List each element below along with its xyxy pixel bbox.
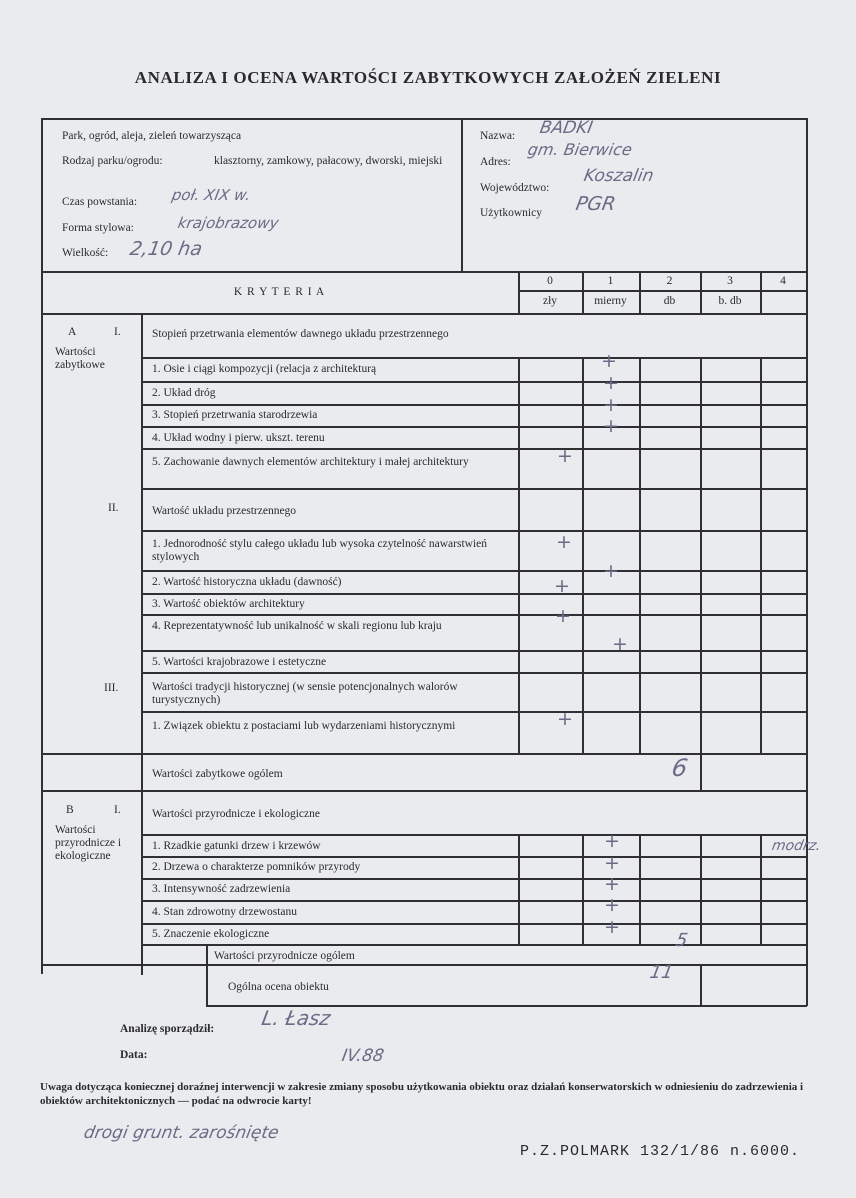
criteria-top-line [41, 271, 807, 273]
row-line [141, 711, 807, 713]
a2-item-5: 5. Wartości krajobrazowe i estetyczne [152, 656, 327, 668]
b-side-note: modrz. [770, 838, 823, 854]
section-a-roman-3: III. [104, 682, 119, 694]
b1-item-3: 3. Intensywność zadrzewienia [152, 883, 291, 895]
a2-item-4: 4. Reprezentatywność lub unikalność w skali regionu lub kraju [152, 620, 442, 632]
prepared-value: L. Łasz [259, 1006, 333, 1030]
a2-heading: Wartość układu przestrzennego [152, 505, 297, 517]
score-4: 4 [780, 275, 786, 287]
criteria-bottom-line [41, 313, 807, 315]
nazwa-value: BADKI [538, 118, 595, 138]
mark-b1-2: + [604, 852, 620, 874]
a3-item-1: 1. Związek obiektu z postaciami lub wydarzeniami historycznymi [152, 720, 456, 732]
overall-value: 11 [648, 962, 675, 983]
a-total-label: Wartości zabytkowe ogólem [152, 768, 283, 780]
a1-item-1: 1. Osie i ciągi kompozycji (relacja z architekturą [152, 363, 377, 375]
mark-a2-4: + [555, 605, 571, 627]
section-a-roman-1: I. [114, 326, 121, 338]
b1-item-4: 4. Stan zdrowotny drzewostanu [152, 906, 297, 918]
date-label: Data: [120, 1049, 148, 1061]
row-line [141, 650, 807, 652]
col-line-0 [518, 271, 520, 314]
overall-label: Ogólna ocena obiektu [228, 981, 329, 993]
czas-value: poł. XIX w. [170, 186, 252, 204]
grid-col-3 [700, 357, 702, 753]
forma-label: Forma stylowa: [62, 222, 134, 234]
row-line [141, 944, 807, 946]
row-line [141, 856, 807, 858]
grid-col [639, 834, 641, 944]
mark-a3-1: + [557, 708, 573, 730]
section-a-group: Wartości zabytkowe [55, 346, 105, 371]
b1-item-5: 5. Znaczenie ekologiczne [152, 928, 270, 940]
row-line [141, 426, 807, 428]
row-line [41, 964, 807, 966]
a1-heading: Stopień przetrwania elementów dawnego układu przestrzennego [152, 328, 449, 340]
a1-item-2: 2. Układ dróg [152, 387, 216, 399]
grid-col-1 [582, 357, 584, 753]
intervention-notice: Uwaga dotycząca koniecznej doraźnej interwencji w zakresie zmiany sposobu użytkowania obiektu oraz działań konserwatorskich w odniesieniu do zadrzewienia i obiektów architektonicznych — podać na odwrocie karty! [40, 1081, 804, 1107]
row-line [141, 570, 807, 572]
uzytkownicy-value: PGR [574, 193, 618, 215]
prepared-label: Analizę sporządził: [120, 1023, 215, 1035]
header-divider [461, 118, 463, 272]
a2-item-1: 1. Jednorodność stylu całego układu lub wysoka czytelność nawarstwień stylowych [152, 538, 488, 563]
rodzaj-options: klasztorny, zamkowy, pałacowy, dworski, miejski [214, 155, 443, 167]
row-line [141, 404, 807, 406]
grid-col [700, 834, 702, 944]
row-line [141, 672, 807, 674]
section-a-letter: A [68, 326, 77, 338]
a2-item-2: 2. Wartość historyczna układu (dawność) [152, 576, 342, 588]
b-total-label: Wartości przyrodnicze ogólem [214, 950, 355, 962]
uzytkownicy-label: Użytkownicy [480, 207, 542, 219]
mark-a1-3: + [603, 394, 619, 416]
table-border-top [41, 118, 807, 120]
mark-a1-4: + [603, 415, 619, 437]
score-name-0: zły [542, 295, 558, 307]
col-line-4 [760, 271, 762, 314]
a1-item-3: 3. Stopień przetrwania starodrzewia [152, 409, 318, 421]
czas-label: Czas powstania: [62, 196, 138, 208]
row-line [141, 448, 807, 450]
section-b-letter: B [66, 804, 74, 816]
forma-value: krajobrazowy [176, 214, 281, 232]
rodzaj-label: Rodzaj parku/ogrodu: [62, 155, 163, 167]
form-title: ANALIZA I OCENA WARTOŚCI ZABYTKOWYCH ZAŁOŻEŃ ZIELENI [134, 68, 722, 87]
row-line [141, 923, 807, 925]
score-1: 1 [607, 275, 614, 287]
grid-col-2 [639, 357, 641, 753]
mark-a1-5: + [557, 445, 573, 467]
row-line [141, 878, 807, 880]
col-line-2 [639, 271, 641, 314]
date-value: IV.88 [340, 1046, 386, 1066]
a3-heading: Wartości tradycji historycznej (w sensie potencjonalnych walorów turystycznych) [152, 681, 458, 706]
b-total-value: 5 [674, 930, 690, 951]
group-divider [141, 313, 143, 975]
a1-item-5: 5. Zachowanie dawnych elementów architektury i małej architektury [152, 456, 469, 468]
table-border-left [41, 118, 43, 974]
row-line [141, 593, 807, 595]
mark-b1-4: + [604, 894, 620, 916]
a1-item-4: 4. Układ wodny i pierw. ukszt. terenu [152, 432, 325, 444]
mark-a1-2: + [603, 372, 619, 394]
row-line [141, 381, 807, 383]
score-2: 2 [666, 275, 673, 287]
wojewodztwo-label: Województwo: [480, 182, 550, 194]
score-0: 0 [547, 275, 553, 287]
row-line [141, 530, 807, 532]
wielkosc-label: Wielkość: [62, 247, 109, 259]
row-line [141, 614, 807, 616]
table-border-right [806, 118, 808, 1006]
row-line [141, 900, 807, 902]
printer-code: P.Z.POLMARK 132/1/86 n.6000. [520, 1143, 801, 1160]
score-3: 3 [727, 275, 733, 287]
a1-head-line [141, 357, 807, 359]
mark-b1-5: + [604, 916, 620, 938]
park-type-line: Park, ogród, aleja, zieleń towarzysząca [62, 130, 242, 142]
grid-col [582, 834, 584, 944]
criteria-label: K R Y T E R I A [233, 286, 326, 298]
row-line [41, 790, 807, 792]
b1-item-1: 1. Rzadkie gatunki drzew i krzewów [152, 840, 321, 852]
score-name-1: mierny [594, 295, 627, 307]
grid-col [760, 834, 762, 944]
mark-a2-1: + [556, 531, 572, 553]
mark-b1-1: + [604, 830, 620, 852]
score-name-3: b. db [718, 295, 742, 307]
mark-b1-3: + [604, 873, 620, 895]
criteria-mid-line [518, 290, 806, 292]
row-line [141, 488, 807, 490]
section-b-roman-1: I. [114, 804, 121, 816]
grid-col-4 [760, 357, 762, 753]
section-a-roman-2: II. [108, 502, 119, 514]
overall-left-line [206, 944, 208, 1006]
handwritten-note: drogi grunt. zarośnięte [82, 1123, 281, 1143]
row-line [41, 753, 807, 755]
section-b-group: Wartości przyrodnicze i ekologiczne [55, 824, 122, 862]
mark-a2-5: + [612, 633, 628, 655]
a2-item-3: 3. Wartość obiektów architektury [152, 598, 305, 610]
b1-heading: Wartości przyrodnicze i ekologiczne [152, 808, 320, 820]
wojewodztwo-value: Koszalin [582, 166, 656, 186]
row-line [141, 834, 807, 836]
b1-item-2: 2. Drzewa o charakterze pomników przyrody [152, 861, 361, 873]
adres-label: Adres: [480, 156, 511, 168]
grid-col [518, 834, 520, 944]
wielkosc-value: 2,10 ha [128, 238, 204, 260]
a-total-value: 6 [669, 754, 690, 782]
col-line-1 [582, 271, 584, 314]
mark-a2-2: + [603, 560, 619, 582]
grid-col-0 [518, 357, 520, 753]
a-total-divider [700, 753, 702, 791]
mark-a1-1: + [601, 350, 617, 372]
col-line-3 [700, 271, 702, 314]
nazwa-label: Nazwa: [480, 130, 516, 142]
mark-a2-3: + [554, 575, 570, 597]
overall-divider [700, 964, 702, 1006]
score-name-2: db [663, 295, 676, 307]
adres-value: gm. Bierwice [526, 140, 634, 159]
